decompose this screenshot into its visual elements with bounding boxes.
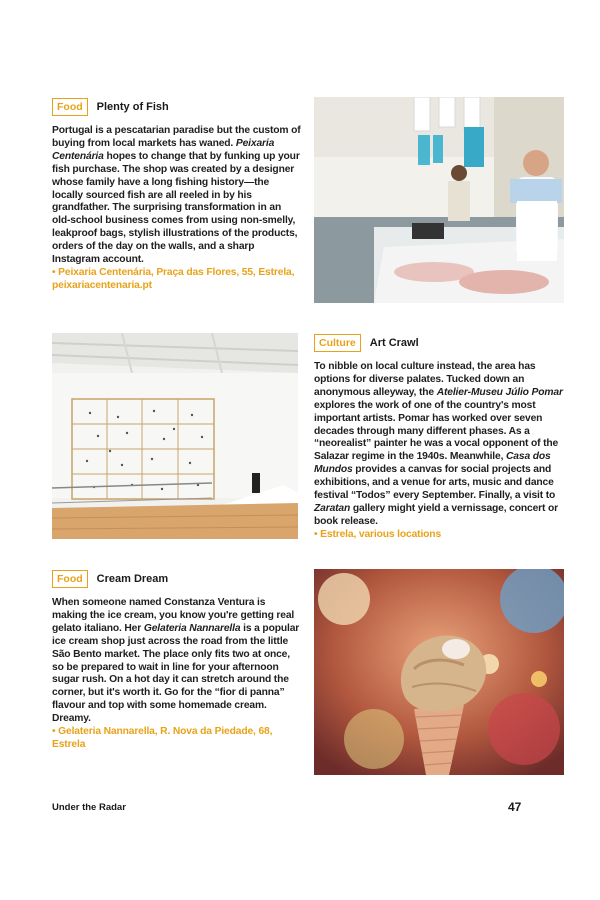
footer-section-name: Under the Radar (52, 802, 126, 813)
body-run: hopes to change that by funking up your fish purchase. The shop was created by a designer whose family have a long fishing history—the locally sourced fish are all reeled in by his grandfather. The surprising transformation in an old-school business comes from using non-smelly, leakproof bags, stylish illustrations of the products, orders of the day on the walls, and a sharp Instagram account. (52, 150, 300, 266)
category-tag[interactable]: Food (52, 98, 88, 116)
article-body (314, 361, 564, 529)
article-title: Art Crawl (369, 337, 419, 349)
category-tag[interactable]: Culture (314, 334, 361, 352)
article-header (314, 333, 564, 353)
address-line[interactable]: • Gelateria Nannarella, R. Nova da Piedade, 68, Estrela (52, 726, 273, 750)
article-title: Plenty of Fish (96, 101, 169, 113)
body-run: is a popular ice cream shop just across the road from the little São Bento market. The place only fits two at once, so be prepared to wait in line for your afternoon sugar rush. On a hot day it can stretch around the corner, but it's worth it. Go for the “fior di panna” flavour and top with some homemade cream. Dreamy. (52, 622, 300, 725)
article-cream-dream (52, 569, 302, 752)
gallery-photo (52, 333, 298, 539)
address-line[interactable]: • Estrela, various locations (314, 528, 442, 540)
article-plenty-of-fish (52, 97, 302, 293)
body-run: When someone named Constanza Ventura is making the ice cream, you know you're getting real gelato italiano. Her (52, 597, 295, 634)
venue-name: Gelateria Nannarella (143, 622, 241, 634)
body-run: Portugal is a pescatarian paradise but the custom of buying from local markets has waned. (52, 125, 301, 149)
venue-name: Atelier-Museu Júlio Pomar (436, 386, 563, 398)
venue-name: Peixaria Centenária (52, 137, 275, 162)
article-art-crawl (314, 333, 564, 542)
article-header (52, 97, 302, 117)
body-run: gallery might yield a vernissage, concert or book release. (314, 502, 559, 527)
venue-name: Casa dos Mundos (314, 451, 551, 476)
body-run: explores the work of one of the country's most important artists. Pomar has worked over seven decades through many different phases. As a “neorealist” painter he was a vocal opponent of the Salazar regime in the 1940s. Meanwhile, (314, 399, 559, 463)
address-line[interactable]: • Peixaria Centenária, Praça das Flores, 55, Estrela, peixariacentenaria.pt (52, 266, 295, 291)
fish-market-photo (314, 97, 564, 303)
article-header (52, 569, 302, 589)
category-tag[interactable]: Food (52, 570, 88, 588)
body-run: To nibble on local culture instead, the area has options for diverse palates. Tucked down an anonymous alleyway, the (314, 361, 536, 398)
article-body (52, 597, 302, 726)
article-body (52, 125, 302, 267)
ice-cream-photo (314, 569, 564, 775)
venue-name: Zaratan (314, 502, 351, 514)
article-title: Cream Dream (96, 573, 169, 585)
page-number: 47 (508, 800, 522, 814)
body-run: provides a canvas for social projects and exhibitions, and a venue for arts, music and dance festival “Todos” every September. Finally, a visit to (314, 464, 556, 502)
